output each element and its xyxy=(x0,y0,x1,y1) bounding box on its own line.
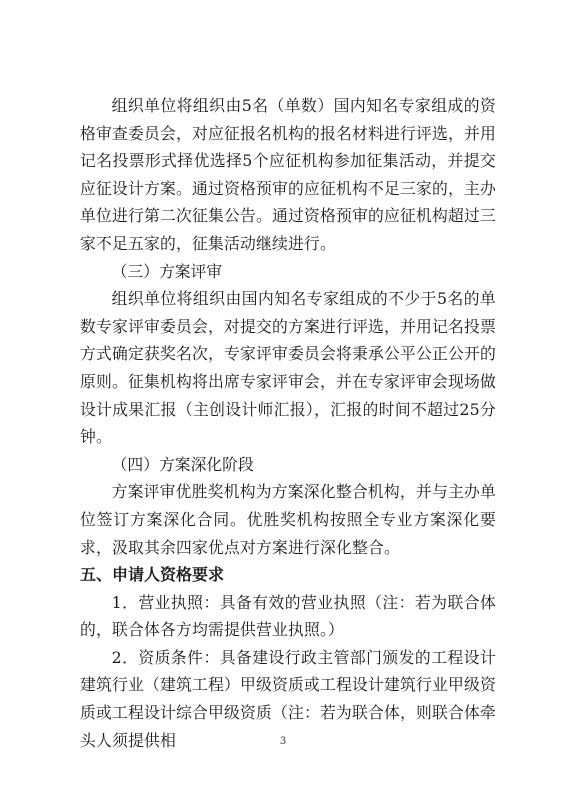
page-number: 3 xyxy=(279,736,287,747)
subheading-3: （三）方案评审 xyxy=(111,261,223,281)
paragraph-business-license: 1．营业执照：具备有效的营业执照（注：若为联合体的，联合体各方均需提供营业执照。） xyxy=(80,592,496,640)
subheading-4: （四）方案深化阶段 xyxy=(111,454,254,474)
paragraph-scheme-review: 组织单位将组织由国内知名专家组成的不少于5名的单数专家评审委员会，对提交的方案进行评选，并用记名投票方式确定获奖名次，专家评审委员会将秉承公平公正公开的原则。征集机构将出席专家评审会，并在专家评审会现场做设计成果汇报（主创设计师汇报），汇报的时间不超过25分钟。 xyxy=(80,289,496,447)
document-body xyxy=(80,92,496,754)
paragraph-scheme-deepening: 方案评审优胜奖机构为方案深化整合机构，并与主办单位签订方案深化合同。优胜奖机构按照全专业方案深化要求，汲取其余四家优点对方案进行深化整合。 xyxy=(80,482,496,557)
paragraph-qualification-conditions: 2．资质条件：具备建设行政主管部门颁发的工程设计建筑行业（建筑工程）甲级资质或工程设计建筑行业甲级资质或工程设计综合甲级资质（注：若为联合体，则联合体牵头人须提供相 xyxy=(80,647,496,750)
section-heading-5: 五、申请人资格要求 xyxy=(80,565,225,585)
paragraph-qualification-review: 组织单位将组织由5名（单数）国内知名专家组成的资格审查委员会，对应征报名机构的报名材料进行评选，并用记名投票形式择优选择5个应征机构参加征集活动，并提交应征设计方案。通过资格预审的应征机构不足三家的，主办单位进行第二次征集公告。通过资格预审的应征机构超过三家不足五家的，征集活动继续进行。 xyxy=(80,96,496,253)
